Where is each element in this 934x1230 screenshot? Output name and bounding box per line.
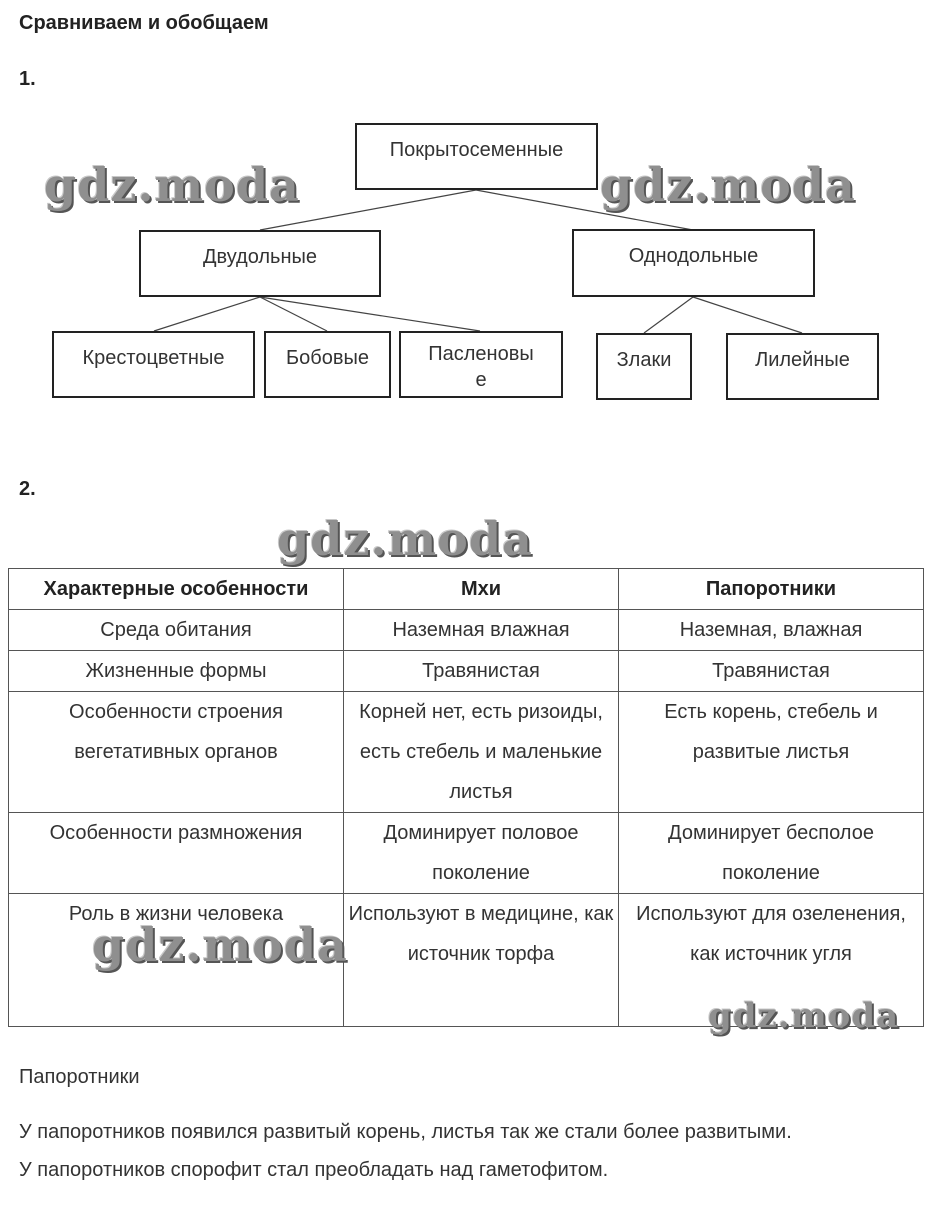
table-cell: Травянистая [344, 651, 619, 692]
node-grasses: Злаки [596, 333, 692, 400]
node-monocots: Однодольные [572, 229, 815, 297]
watermark: gdz.moda [44, 158, 300, 212]
table-cell: Используют для озеленения, как источник угля [619, 894, 924, 1027]
header-mosses: Мхи [344, 569, 619, 610]
connector-monocots-grasses [644, 297, 693, 333]
page-title: Сравниваем и обобщаем [19, 12, 269, 34]
node-legumes: Бобовые [264, 331, 391, 398]
section-1-number: 1. [19, 68, 36, 90]
header-ferns: Папоротники [619, 569, 924, 610]
table-row [9, 610, 924, 651]
table-row [9, 813, 924, 894]
header-features: Характерные особенности [9, 569, 344, 610]
node-angiosperms: Покрытосеменные [355, 123, 598, 190]
table-cell: Жизненные формы [9, 651, 344, 692]
node-nightshades: Пасленовы е [399, 331, 563, 398]
conclusion-label: Папоротники [19, 1066, 140, 1088]
node-crucifers: Крестоцветные [52, 331, 255, 398]
watermark: gdz.moda [277, 512, 533, 566]
conclusion-line-2: У папоротников спорофит стал преобладать над гаметофитом. [19, 1159, 609, 1181]
table-cell: Среда обитания [9, 610, 344, 651]
table-row [9, 651, 924, 692]
section-2-number: 2. [19, 478, 36, 500]
watermark: gdz.moda [92, 918, 348, 972]
table-cell: Особенности строения вегетативных органов [9, 692, 344, 813]
table-cell: Доминирует половое поколение [344, 813, 619, 894]
table-header-row [9, 569, 924, 610]
watermark: gdz.moda [600, 158, 856, 212]
connector-dicots-crucifers [154, 297, 260, 331]
classification-diagram [0, 0, 934, 430]
table-row [9, 692, 924, 813]
table-cell: Наземная влажная [344, 610, 619, 651]
conclusion-line-1: У папоротников появился развитый корень, листья так же стали более развитыми. [19, 1121, 792, 1143]
table-cell: Наземная, влажная [619, 610, 924, 651]
table-cell: Доминирует бесполое поколение [619, 813, 924, 894]
table-cell: Корней нет, есть ризоиды, есть стебель и маленькие листья [344, 692, 619, 813]
table-cell: Есть корень, стебель и развитые листья [619, 692, 924, 813]
table-cell: Травянистая [619, 651, 924, 692]
table-cell: Используют в медицине, как источник торфа [344, 894, 619, 1027]
watermark: gdz.moda [708, 996, 900, 1036]
table-cell: Особенности размножения [9, 813, 344, 894]
connector-monocots-lilies [693, 297, 802, 333]
node-lilies: Лилейные [726, 333, 879, 400]
node-dicots: Двудольные [139, 230, 381, 297]
table-cell: Роль в жизни человека [9, 894, 344, 1027]
